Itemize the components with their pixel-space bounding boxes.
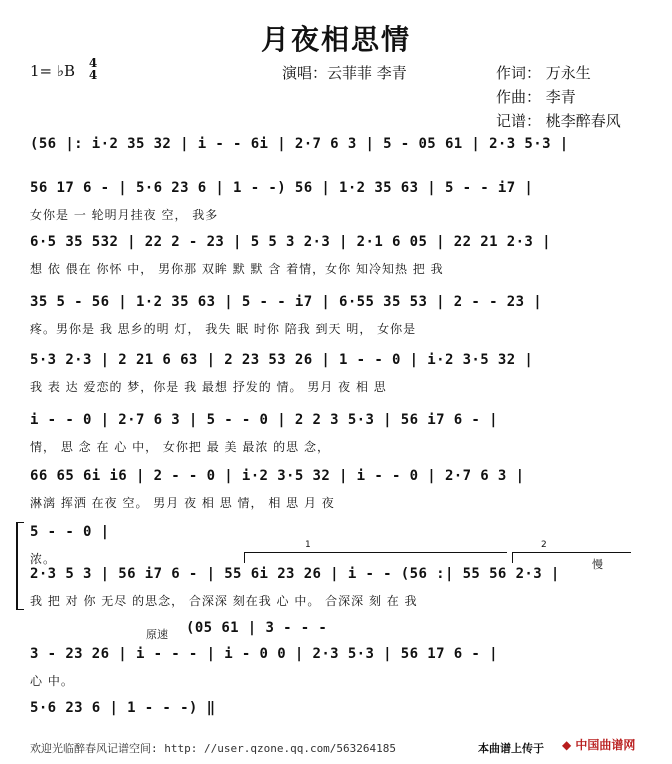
score-line-lyrics: 女你是 一 轮明月挂夜 空， 我多	[30, 208, 219, 222]
score-line	[0, 566, 672, 620]
score-line-lyrics: 情， 思 念 在 心 中， 女你把 最 美 最浓 的思 念，	[30, 440, 330, 454]
score-line	[0, 412, 672, 466]
score-line	[0, 468, 672, 522]
score-line-notes: 66 65 6i i6 | 2 - - 0 | i·2 3·5 32 | i - - 0 | 2·7 6 3 |	[30, 468, 525, 484]
score-line	[0, 294, 672, 348]
score-line-notes: 5·3 2·3 | 2 21 6 63 | 2 23 53 26 | 1 - - 0 | i·2 3·5 32 |	[30, 352, 534, 368]
tempo-slow-mark: 慢	[592, 558, 603, 571]
score-line-lyrics: 心 中。	[30, 674, 74, 688]
score-line-notes: 3 - 23 26 | i - - - | i - 0 0 | 2·3 5·3 | 56 17 6 - |	[30, 646, 498, 662]
score-line-lyrics: 浓。	[30, 552, 57, 566]
score-line	[0, 180, 672, 234]
score-line-notes: i - - 0 | 2·7 6 3 | 5 - - 0 | 2 2 3 5·3 | 56 i7 6 - |	[30, 412, 498, 428]
time-signature	[86, 57, 100, 81]
score-line-lyrics: 我 表 达 爱恋的 梦，你是 我 最想 抒发的 情。 男月 夜 相 思	[30, 380, 387, 394]
footer-link[interactable]: 欢迎光临醉春风记谱空间: http: //user.qzone.qq.com/563264185	[30, 742, 397, 755]
score-line-lyrics: 淋漓 挥洒 在夜 空。 男月 夜 相 思 情， 相 思 月 夜	[30, 496, 335, 510]
score-line	[0, 352, 672, 406]
singers-credit: 演唱：云菲菲 李青	[282, 64, 407, 82]
score-line	[0, 234, 672, 288]
time-signature-top: 4	[88, 56, 98, 70]
second-ending-number: 2	[541, 540, 547, 550]
score-line-notes: (56 |: i·2 35 32 | i - - 6i | 2·7 6 3 | 5 - 05 61 | 2·3 5·3 |	[30, 136, 569, 152]
score-line-notes: 6·5 35 532 | 22 2 - 23 | 5 5 3 2·3 | 2·1 6 05 | 22 21 2·3 |	[30, 234, 551, 250]
upload-label: 本曲谱上传于	[478, 742, 544, 755]
logo-icon: ◆	[562, 738, 572, 752]
score-line-lyrics: 想 依 偎在 你怀 中， 男你那 双眸 默 默 含 着情，女你 知冷知热 把 我	[30, 262, 444, 276]
score-line-notes: 56 17 6 - | 5·6 23 6 | 1 - -) 56 | 1·2 35 63 | 5 - - i7 |	[30, 180, 534, 196]
tempo-original-mark: 原速	[146, 628, 168, 641]
site-logo[interactable]	[562, 736, 662, 754]
time-signature-bottom: 4	[88, 68, 98, 82]
transcriber-credit: 记谱： 桃李醉春风	[496, 112, 621, 130]
score-line-notes: 35 5 - 56 | 1·2 35 63 | 5 - - i7 | 6·55 35 53 | 2 - - 23 |	[30, 294, 543, 310]
repeat-bracket	[16, 522, 24, 610]
lyricist-credit: 作词： 万永生	[496, 64, 591, 82]
score-line	[0, 646, 672, 700]
key-signature: 1= ♭B	[30, 62, 75, 80]
score-line-notes: 5 - - 0 |	[30, 524, 110, 540]
score-line-lyrics: 我 把 对 你 无尽 的思念， 合深深 刻在我 心 中。 合深深 刻 在 我	[30, 594, 418, 608]
first-ending-bracket	[244, 540, 507, 563]
score-line-notes: 5·6 23 6 | 1 - - -) ‖	[30, 700, 216, 716]
song-title: 月夜相思情	[260, 23, 411, 56]
intro-phrase: (05 61 | 3 - - -	[186, 620, 328, 636]
second-ending-bracket	[512, 540, 631, 563]
logo-text: 中国曲谱网	[575, 738, 636, 752]
score-line-notes: 2·3 5 3 | 56 i7 6 - | 55 6i 23 26 | i - - (56 :| 55 56 2·3 |	[30, 566, 560, 582]
first-ending-number: 1	[305, 540, 311, 550]
score-line-lyrics: 疼。男你是 我 思乡的明 灯， 我失 眠 时你 陪我 到天 明， 女你是	[30, 322, 417, 336]
composer-credit: 作曲： 李青	[496, 88, 576, 106]
